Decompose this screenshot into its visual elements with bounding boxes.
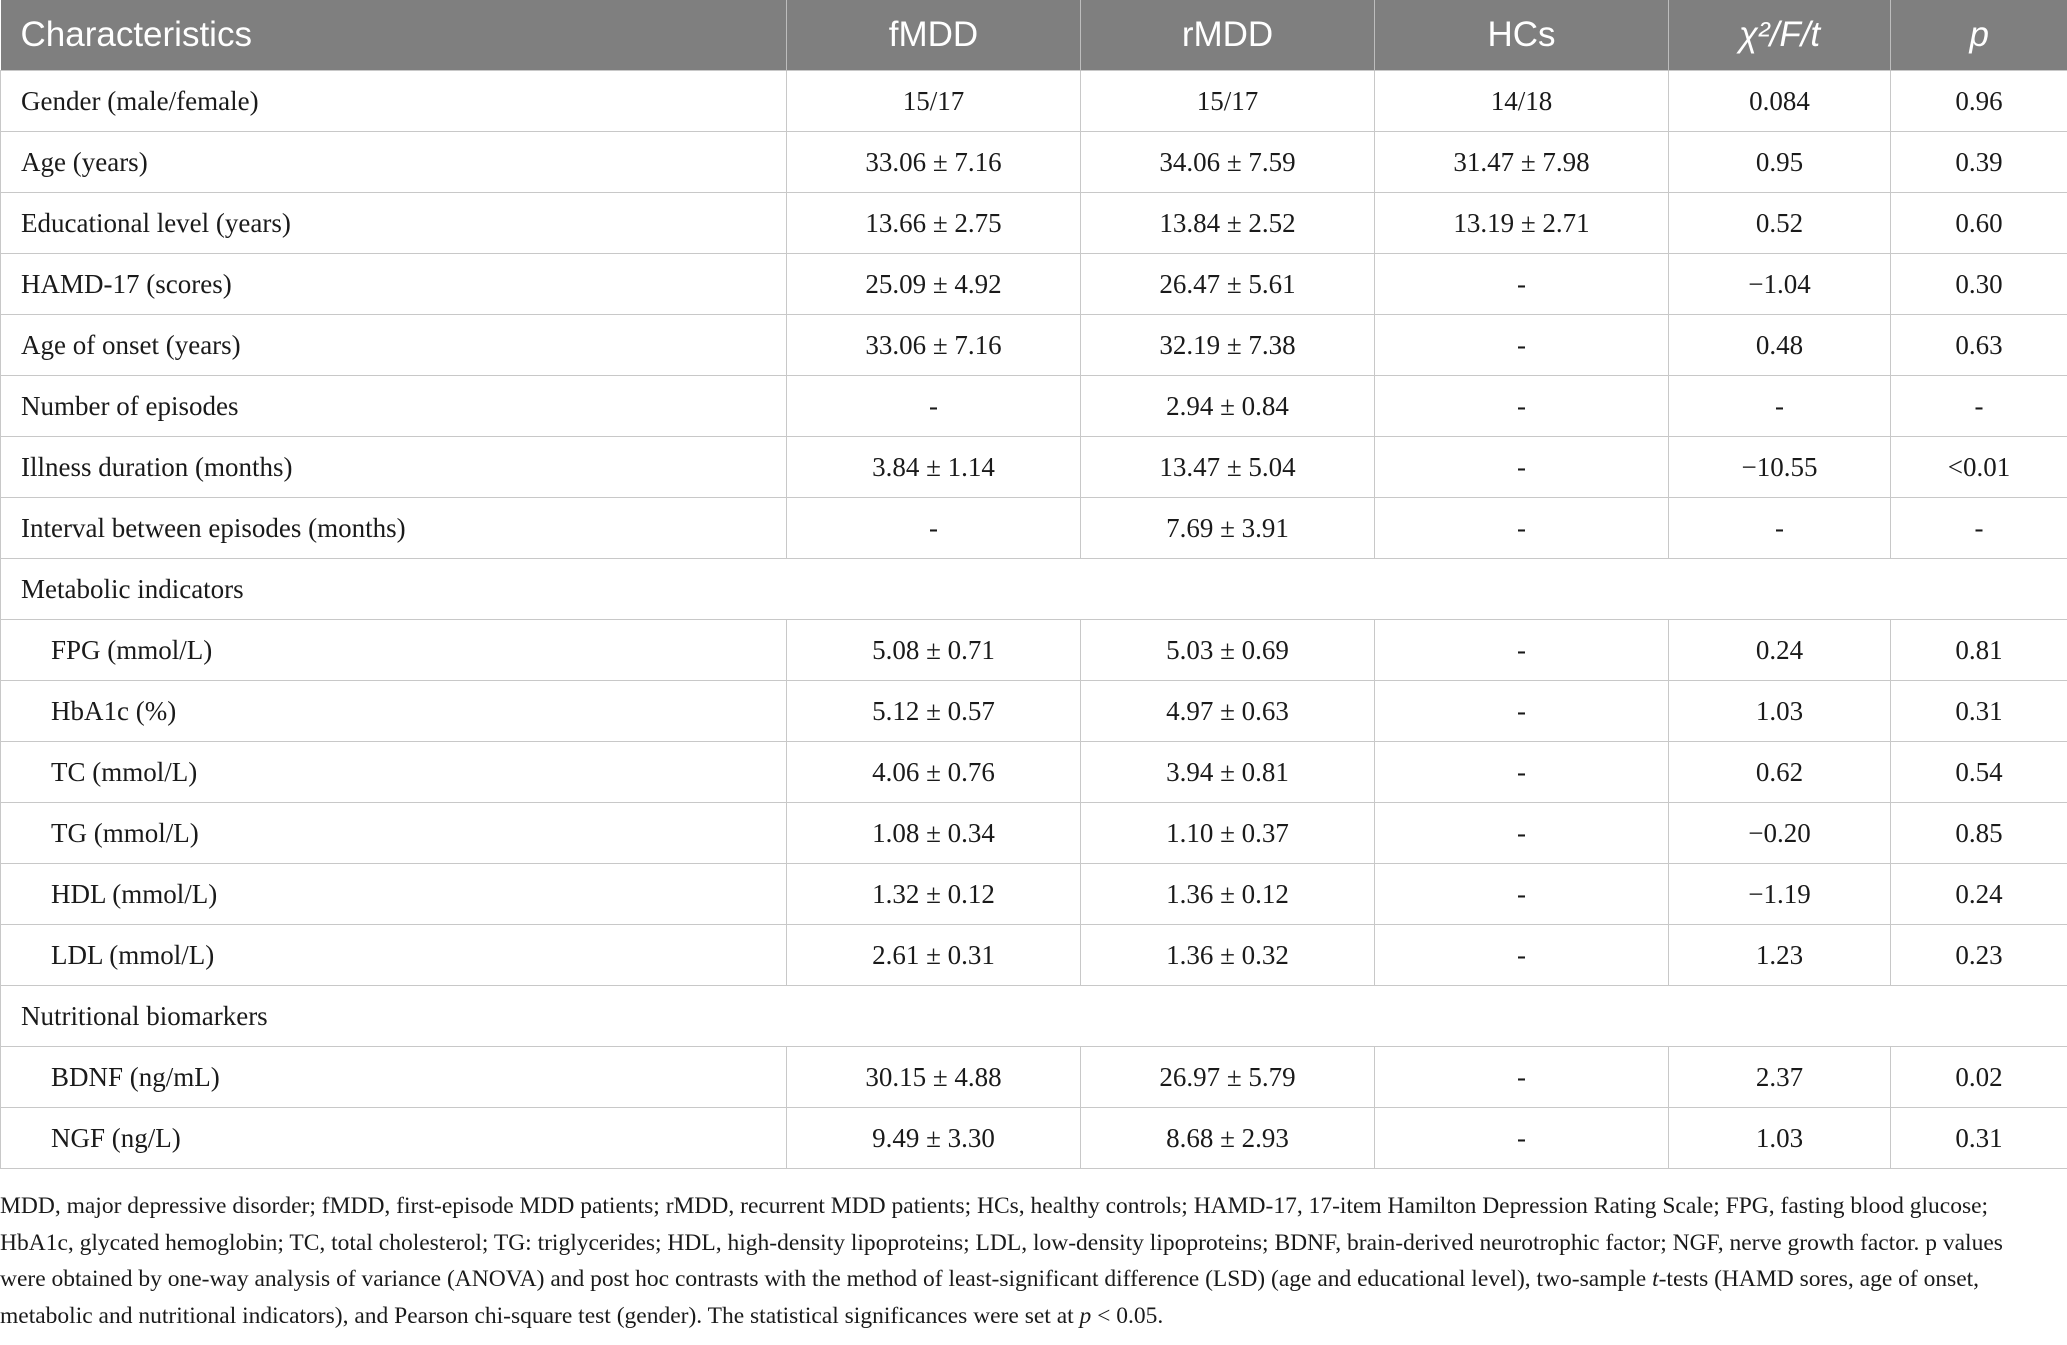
statistic-value: 0.24 (1669, 620, 1891, 681)
section-row (1, 559, 2067, 620)
table-row (1, 437, 2067, 498)
fmdd-value: - (787, 498, 1081, 559)
p-value: <0.01 (1891, 437, 2067, 498)
fmdd-value: 25.09 ± 4.92 (787, 254, 1081, 315)
table-body (1, 71, 2067, 1169)
section-label: Metabolic indicators (1, 559, 2067, 620)
p-value: 0.31 (1891, 681, 2067, 742)
header-rmdd: rMDD (1081, 0, 1375, 71)
hcs-value: - (1375, 864, 1669, 925)
table-row (1, 925, 2067, 986)
hcs-value: 14/18 (1375, 71, 1669, 132)
statistic-value: 1.03 (1669, 681, 1891, 742)
statistic-value: 0.52 (1669, 193, 1891, 254)
row-label: Age of onset (years) (1, 315, 787, 376)
statistic-value: 1.03 (1669, 1108, 1891, 1169)
table-row (1, 681, 2067, 742)
hcs-value: - (1375, 1108, 1669, 1169)
table-row (1, 376, 2067, 437)
fmdd-value: 4.06 ± 0.76 (787, 742, 1081, 803)
fmdd-value: 5.08 ± 0.71 (787, 620, 1081, 681)
rmdd-value: 34.06 ± 7.59 (1081, 132, 1375, 193)
row-label: HbA1c (%) (1, 681, 787, 742)
table-row (1, 315, 2067, 376)
statistic-value: - (1669, 376, 1891, 437)
row-label: Educational level (years) (1, 193, 787, 254)
table-row (1, 1047, 2067, 1108)
statistic-value: 0.084 (1669, 71, 1891, 132)
hcs-value: - (1375, 681, 1669, 742)
table-row (1, 498, 2067, 559)
rmdd-value: 7.69 ± 3.91 (1081, 498, 1375, 559)
table-header-row (1, 0, 2067, 71)
statistic-value: 2.37 (1669, 1047, 1891, 1108)
row-label: LDL (mmol/L) (1, 925, 787, 986)
row-label: Illness duration (months) (1, 437, 787, 498)
header-p-value: p (1891, 0, 2067, 71)
header-test-statistic: χ²/F/t (1669, 0, 1891, 71)
header-hcs: HCs (1375, 0, 1669, 71)
fmdd-value: 9.49 ± 3.30 (787, 1108, 1081, 1169)
hcs-value: - (1375, 742, 1669, 803)
p-value: 0.54 (1891, 742, 2067, 803)
footnote-t-italic: t (1652, 1266, 1659, 1292)
hcs-value: - (1375, 498, 1669, 559)
fmdd-value: 15/17 (787, 71, 1081, 132)
hcs-value: - (1375, 925, 1669, 986)
row-label: HAMD-17 (scores) (1, 254, 787, 315)
p-value: - (1891, 498, 2067, 559)
p-value: - (1891, 376, 2067, 437)
p-value: 0.24 (1891, 864, 2067, 925)
table-row (1, 1108, 2067, 1169)
rmdd-value: 3.94 ± 0.81 (1081, 742, 1375, 803)
row-label: Interval between episodes (months) (1, 498, 787, 559)
fmdd-value: 5.12 ± 0.57 (787, 681, 1081, 742)
statistic-value: −0.20 (1669, 803, 1891, 864)
fmdd-value: 1.32 ± 0.12 (787, 864, 1081, 925)
table-row (1, 620, 2067, 681)
rmdd-value: 13.47 ± 5.04 (1081, 437, 1375, 498)
table-row (1, 803, 2067, 864)
header-fmdd: fMDD (787, 0, 1081, 71)
row-label: FPG (mmol/L) (1, 620, 787, 681)
statistic-value: 0.95 (1669, 132, 1891, 193)
rmdd-value: 1.36 ± 0.12 (1081, 864, 1375, 925)
fmdd-value: 1.08 ± 0.34 (787, 803, 1081, 864)
row-label: NGF (ng/L) (1, 1108, 787, 1169)
p-value: 0.60 (1891, 193, 2067, 254)
statistic-value: 0.62 (1669, 742, 1891, 803)
table-row (1, 742, 2067, 803)
rmdd-value: 26.97 ± 5.79 (1081, 1047, 1375, 1108)
footnote-text-3: < 0.05. (1091, 1302, 1164, 1329)
hcs-value: - (1375, 620, 1669, 681)
rmdd-value: 13.84 ± 2.52 (1081, 193, 1375, 254)
hcs-value: 31.47 ± 7.98 (1375, 132, 1669, 193)
footnote-text-1: MDD, major depressive disorder; fMDD, first-episode MDD patients; rMDD, recurrent MDD patients; HCs, healthy controls; HAMD-17, 17-item Hamilton Depression Rating Scale; FPG, fasting blood glucose; HbA1c, glycated hemoglobin; TC, total cholesterol; TG: triglycerides; HDL, high-density lipoproteins; LDL, low-density lipoproteins; BDNF, brain-derived neurotrophic factor; NGF, nerve growth factor. p values were obtained by one-way analysis of variance (ANOVA) and post hoc contrasts with the method of least-significant difference (LSD) (age and educational level), two-sample (0, 1193, 2003, 1292)
statistic-value: 0.48 (1669, 315, 1891, 376)
rmdd-value: 15/17 (1081, 71, 1375, 132)
hcs-value: - (1375, 437, 1669, 498)
p-value: 0.30 (1891, 254, 2067, 315)
p-value: 0.31 (1891, 1108, 2067, 1169)
rmdd-value: 8.68 ± 2.93 (1081, 1108, 1375, 1169)
hcs-value: - (1375, 1047, 1669, 1108)
row-label: Number of episodes (1, 376, 787, 437)
table-row (1, 132, 2067, 193)
rmdd-value: 5.03 ± 0.69 (1081, 620, 1375, 681)
hcs-value: - (1375, 254, 1669, 315)
p-value: 0.96 (1891, 71, 2067, 132)
footnote-p-italic: p (1079, 1302, 1092, 1329)
statistic-value: −1.04 (1669, 254, 1891, 315)
fmdd-value: - (787, 376, 1081, 437)
row-label: Age (years) (1, 132, 787, 193)
rmdd-value: 1.36 ± 0.32 (1081, 925, 1375, 986)
p-value: 0.23 (1891, 925, 2067, 986)
fmdd-value: 30.15 ± 4.88 (787, 1047, 1081, 1108)
table-row (1, 71, 2067, 132)
hcs-value: - (1375, 315, 1669, 376)
fmdd-value: 33.06 ± 7.16 (787, 132, 1081, 193)
table-row (1, 254, 2067, 315)
p-value: 0.63 (1891, 315, 2067, 376)
header-characteristics: Characteristics (1, 0, 787, 71)
p-value: 0.02 (1891, 1047, 2067, 1108)
p-value: 0.81 (1891, 620, 2067, 681)
fmdd-value: 13.66 ± 2.75 (787, 193, 1081, 254)
fmdd-value: 3.84 ± 1.14 (787, 437, 1081, 498)
hcs-value: - (1375, 376, 1669, 437)
table-row (1, 193, 2067, 254)
fmdd-value: 2.61 ± 0.31 (787, 925, 1081, 986)
footnote-text-2: -tests (HAMD sores, age of onset, metabolic and nutritional indicators), and Pearson chi-square test (gender). The statistical significances were set at (0, 1266, 1980, 1329)
row-label: TG (mmol/L) (1, 803, 787, 864)
row-label: Gender (male/female) (1, 71, 787, 132)
fmdd-value: 33.06 ± 7.16 (787, 315, 1081, 376)
row-label: HDL (mmol/L) (1, 864, 787, 925)
section-row (1, 986, 2067, 1047)
hcs-value: - (1375, 803, 1669, 864)
row-label: TC (mmol/L) (1, 742, 787, 803)
table-footnote (0, 1188, 2040, 1334)
statistic-value: −10.55 (1669, 437, 1891, 498)
hcs-value: 13.19 ± 2.71 (1375, 193, 1669, 254)
rmdd-value: 32.19 ± 7.38 (1081, 315, 1375, 376)
table-row (1, 864, 2067, 925)
rmdd-value: 2.94 ± 0.84 (1081, 376, 1375, 437)
statistic-value: −1.19 (1669, 864, 1891, 925)
rmdd-value: 26.47 ± 5.61 (1081, 254, 1375, 315)
section-label: Nutritional biomarkers (1, 986, 2067, 1047)
row-label: BDNF (ng/mL) (1, 1047, 787, 1108)
statistic-value: 1.23 (1669, 925, 1891, 986)
p-value: 0.39 (1891, 132, 2067, 193)
p-value: 0.85 (1891, 803, 2067, 864)
rmdd-value: 1.10 ± 0.37 (1081, 803, 1375, 864)
statistic-value: - (1669, 498, 1891, 559)
rmdd-value: 4.97 ± 0.63 (1081, 681, 1375, 742)
